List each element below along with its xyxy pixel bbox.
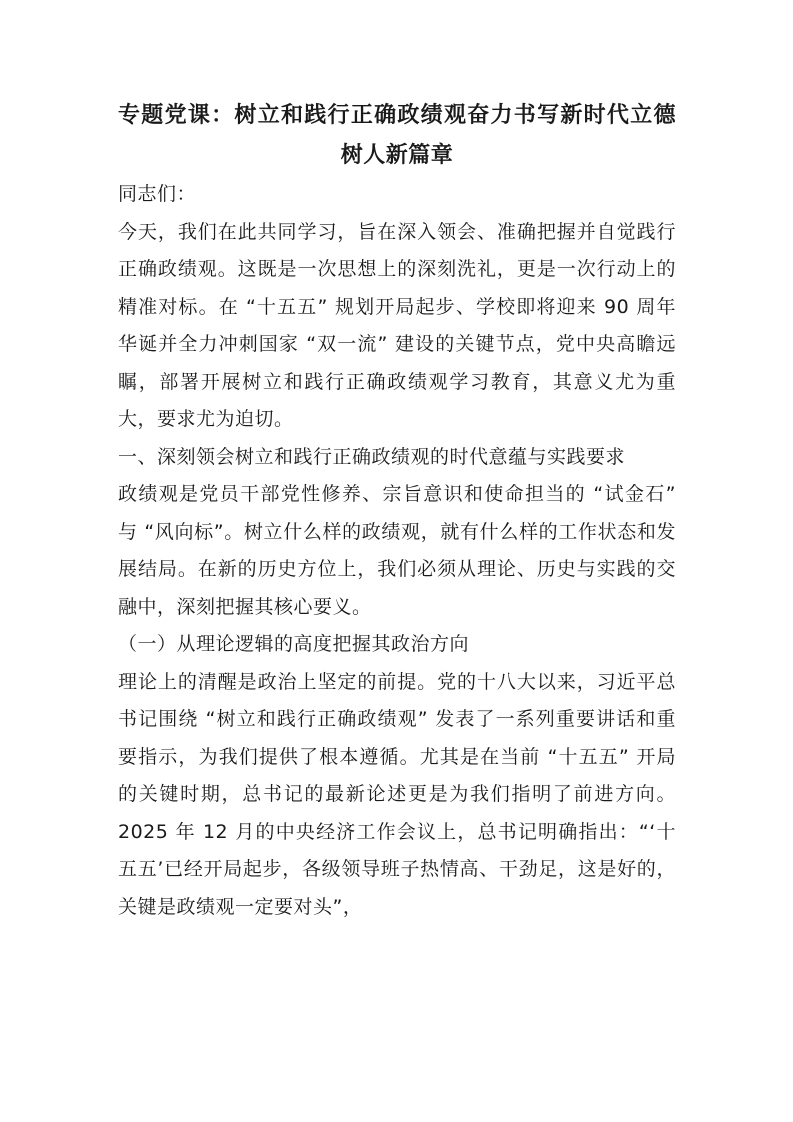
document-body xyxy=(118,96,676,926)
document-title: 专题党课：树立和践行正确政绩观奋力书写新时代立德树人新篇章 xyxy=(118,103,676,168)
section-1-paragraph: 政绩观是党员干部党性修养、宗旨意识和使命担当的 “试金石” 与 “风向标”。树立什么样的政绩观，就有什么样的工作状态和发展结局。在新的历史方位上，我们必须从理论、历史与实践的交融中，深刻把握其核心要义。 xyxy=(118,483,676,618)
section-heading-1: 一、深刻领会树立和践行正确政绩观的时代意蕴与实践要求 xyxy=(118,445,626,468)
subsection-heading-1: （一）从理论逻辑的高度把握其政治方向 xyxy=(118,633,470,655)
intro-paragraph: 今天，我们在此共同学习，旨在深入领会、准确把握并自觉践行正确政绩观。这既是一次思想上的深刻洗礼，更是一次行动上的精准对标。在 “十五五” 规划开局起步、学校即将迎来 90 周年华诞并全力冲刺国家 “双一流” 建设的关键节点，党中央高瞻远瞩，部署开展树立和践行正确政绩观学习教育，其意义尤为重大，要求尤为迫切。 xyxy=(118,220,676,430)
subsection-1-paragraph: 理论上的清醒是政治上坚定的前提。党的十八大以来，习近平总书记围绕 “树立和践行正确政绩观” 发表了一系列重要讲话和重要指示，为我们提供了根本遵循。尤其是在当前 “十五五” 开局的关键时期，总书记的最新论述更是为我们指明了前进方向。2025 年 12 月的中央经济工作会议上，总书记明确指出：“‘十五五’已经开局起步，各级领导班子热情高、干劲足，这是好的，关键是政绩观一定要对头”， xyxy=(118,670,676,918)
salutation: 同志们： xyxy=(118,183,197,205)
